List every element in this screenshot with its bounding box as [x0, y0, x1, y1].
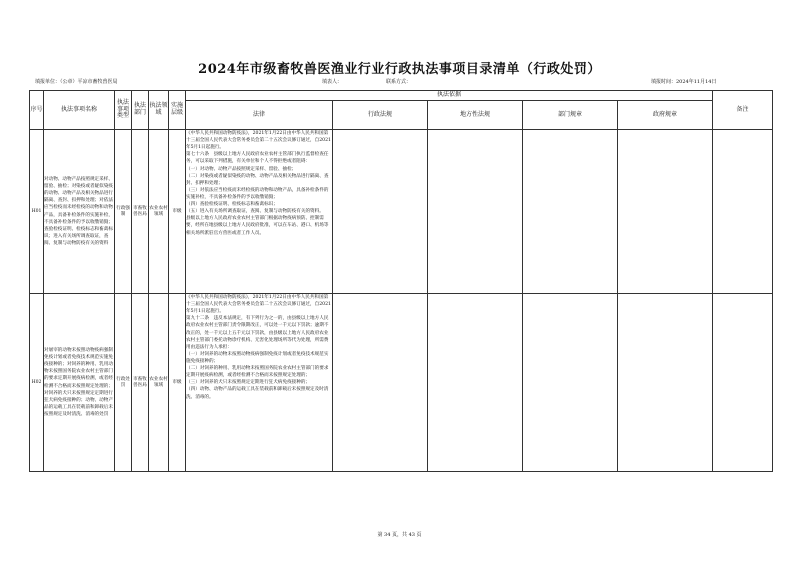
cell-local-reg	[428, 294, 523, 472]
enforcement-table	[29, 90, 773, 472]
cell-type: 行政处罚	[115, 294, 132, 472]
cell-name: 对动物、动物产品按照规定采样、留验、抽检；对染疫或者疑似染疫的动物、动物产品及相关物品进行隔离、查封、扣押和处理；对依法应当检疫而未经检疫的动物和动物产品，具备补检条件的实施补检，不具备补检条件的予以收缴销毁；查验检疫证明、检疫标志和畜禽标识；进入有关场所调查取证，查阅、复制与动物防疫有关的资料	[44, 130, 115, 294]
cell-dept: 市畜牧兽医局	[132, 130, 149, 294]
cell-dept: 市畜牧兽医局	[132, 294, 149, 472]
header-seq: 序号	[30, 91, 44, 130]
filler-unit: 填报单位：（公章）平凉市畜牧兽医局	[35, 79, 118, 85]
header-admin-reg: 行政法规	[333, 101, 428, 130]
cell-admin-reg	[333, 294, 428, 472]
header-remark: 备注	[713, 91, 773, 130]
header-law: 法律	[186, 101, 333, 130]
cell-law: 《中华人民共和国动物防疫法》，2021年1月22日由中华人民共和国第十三届全国人民代表大会常务委员会第二十五次会议修订通过，自2021年5月1日起施行。 第九十二条 违反本法规定，有下列行为之一的，由县级以上地方人民政府农业农村主管部门责令限期改正，可以处一千元以下罚款；逾期不改正的，处一千元以上五千元以下罚款，由县级以上地方人民政府农业农村主管部门委托动物诊疗机构、无害化处理场所等代为处理，所需费用由违法行为人承担： （一）对饲养的动物未按照动物疫病强制免疫计划或者免疫技术规范实施免疫接种的； （二）对饲养的种用、乳用动物未按照国务院农业农村主管部门的要求定期开展疫病检测，或者经检测不合格而未按照规定处理的； （三）对饲养的犬只未按照规定定期进行狂犬病免疫接种的； （四）动物、动物产品的运载工具在装载前和卸载后未按照规定及时清洗、消毒的。	[186, 294, 333, 472]
cell-level: 市级	[169, 130, 186, 294]
table-row	[30, 294, 773, 472]
cell-name: 对屠宰的动物未按照动物疫病强制免疫计划或者免疫技术规范实施免疫接种的；对饲养的种用、乳用动物未按照国务院农业农村主管部门的要求定期开展疫病检测，或者经检测不合格而未按照规定处理的；对饲养的犬只未按照规定定期进行狂犬病免疫接种的；动物、动物产品的运载工具在装载前和卸载后未按照规定及时清洗、消毒的处罚	[44, 294, 115, 472]
cell-field: 农业农村领域	[149, 130, 169, 294]
document-title: 2024年市级畜牧兽医渔业行业行政执法事项目录清单（行政处罚）	[198, 62, 601, 77]
filler-person: 填表人：	[322, 79, 343, 85]
header-type: 执法事项类型	[115, 91, 132, 130]
filled-date: 填报时间：2024年11月14日	[651, 79, 717, 85]
header-local-reg: 地方性法规	[428, 101, 523, 130]
cell-seq: H01	[30, 130, 44, 294]
cell-gov-rule	[618, 294, 713, 472]
cell-remark	[713, 130, 773, 294]
cell-admin-reg	[333, 130, 428, 294]
cell-seq: H02	[30, 294, 44, 472]
table-row	[30, 130, 773, 294]
header-name: 执法事项名称	[44, 91, 115, 130]
header-dept-rule: 部门规章	[523, 101, 618, 130]
cell-type: 行政强制	[115, 130, 132, 294]
contact-info: 联系方式：	[386, 79, 412, 85]
cell-field: 农业农村领域	[149, 294, 169, 472]
cell-law: 《中华人民共和国动物防疫法》，2021年1月22日由中华人民共和国第十三届全国人民代表大会常务委员会第二十五次会议修订通过，自2021年5月1日起施行。 第七十六条 县级以上地方人民政府农业农村主管部门执行监督检查任务，可以采取下列措施，有关单位和个人不得拒绝或者阻碍： （一）对动物、动物产品按照规定采样、留验、抽检； （二）对染疫或者疑似染疫的动物、动物产品及相关物品进行隔离、查封、扣押和处理； （三）对依法应当检疫而未经检疫的动物和动物产品，具备补检条件的实施补检，不具备补检条件的予以收缴销毁； （四）查验检疫证明、检疫标志和畜禽标识； （五）进入有关场所调查取证，查阅、复制与动物防疫有关的资料。 县级以上地方人民政府农业农村主管部门根据动物疫病预防、控制需要，经所在地县级以上地方人民政府批准，可以在车站、港口、机场等相关场所派驻官方兽医或者工作人员。	[186, 130, 333, 294]
cell-local-reg	[428, 130, 523, 294]
cell-dept-rule	[523, 294, 618, 472]
cell-gov-rule	[618, 130, 713, 294]
header-basis-group: 执法依据	[186, 91, 713, 101]
page-number: 第 34 页，共 43 页	[377, 532, 422, 538]
header-dept: 执法部门	[132, 91, 149, 130]
header-field: 执法领域	[149, 91, 169, 130]
header-level: 实施层级	[169, 91, 186, 130]
cell-level: 市级	[169, 294, 186, 472]
cell-remark	[713, 294, 773, 472]
cell-dept-rule	[523, 130, 618, 294]
header-gov-rule: 政府规章	[618, 101, 713, 130]
